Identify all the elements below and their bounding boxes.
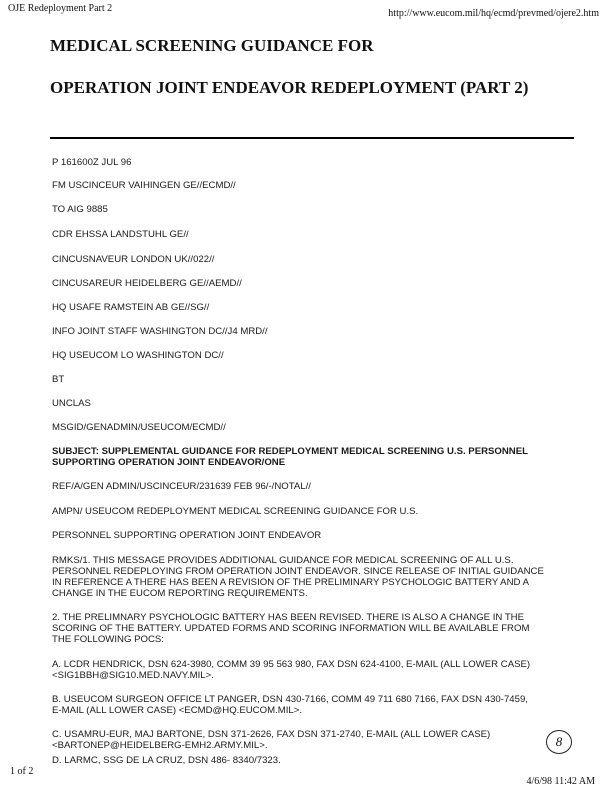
- message-dtg: P 161600Z JUL 96: [52, 157, 132, 168]
- para2-line: 2. THE PRELIMNARY PSYCHOLOGIC BATTERY HAS BEEN REVISED. THERE IS ALSO A CHANGE IN THE: [52, 612, 525, 623]
- addressee-line: CINCUSAREUR HEIDELBERG GE//AEMD//: [52, 278, 242, 289]
- header-title: OJE Redeployment Part 2: [8, 3, 113, 14]
- rmks-line: RMKS/1. THIS MESSAGE PROVIDES ADDITIONAL GUIDANCE FOR MEDICAL SCREENING OF ALL U.S.: [52, 555, 514, 566]
- message-classification: UNCLAS: [52, 398, 91, 409]
- message-info: INFO JOINT STAFF WASHINGTON DC//J4 MRD//: [52, 326, 268, 337]
- info-addressee-line: HQ USEUCOM LO WASHINGTON DC//: [52, 350, 224, 361]
- poc-d-line: D. LARMC, SSG DE LA CRUZ, DSN 486- 8340/7323.: [52, 755, 281, 766]
- poc-b-line: E-MAIL (ALL LOWER CASE) <ECMD@HQ.EUCOM.MIL>.: [52, 705, 302, 716]
- header-url: http://www.eucom.mil/hq/ecmd/prevmed/ojere2.htm: [388, 8, 599, 19]
- message-ampn-line1: AMPN/ USEUCOM REDEPLOYMENT MEDICAL SCREENING GUIDANCE FOR U.S.: [52, 506, 419, 517]
- para2-line: SCORING OF THE BATTERY. UPDATED FORMS AND SCORING INFORMATION WILL BE AVAILABLE FROM: [52, 623, 530, 634]
- para2-line: THE FOLLOWING POCS:: [52, 634, 164, 645]
- page-title-line2: OPERATION JOINT ENDEAVOR REDEPLOYMENT (PART 2): [50, 78, 529, 97]
- title-divider: [50, 137, 574, 139]
- poc-c-line: C. USAMRU-EUR, MAJ BARTONE, DSN 371-2626, FAX DSN 371-2740, E-MAIL (ALL LOWER CASE): [52, 729, 491, 740]
- poc-a-line: <SIG1BBH@SIG10.MED.NAVY.MIL>.: [52, 670, 214, 681]
- rmks-line: PERSONNEL REDEPLOYING FROM OPERATION JOINT ENDEAVOR. SINCE RELEASE OF INITIAL GUIDANCE: [52, 566, 544, 577]
- message-from: FM USCINCEUR VAIHINGEN GE//ECMD//: [52, 180, 236, 191]
- addressee-line: HQ USAFE RAMSTEIN AB GE//SG//: [52, 302, 210, 313]
- message-ref: REF/A/GEN ADMIN/USCINCEUR/231639 FEB 96/-/NOTAL//: [52, 481, 311, 492]
- message-to: TO AIG 9885: [52, 204, 108, 215]
- rmks-line: CHANGE IN THE EUCOM REPORTING REQUIREMENTS.: [52, 588, 308, 599]
- addressee-line: CDR EHSSA LANDSTUHL GE//: [52, 229, 189, 240]
- message-subject-line2: SUPPORTING OPERATION JOINT ENDEAVOR/ONE: [52, 457, 286, 468]
- addressee-line: CINCUSNAVEUR LONDON UK//022//: [52, 254, 215, 265]
- message-subject-line1: SUBJECT: SUPPLEMENTAL GUIDANCE FOR REDEPLOYMENT MEDICAL SCREENING U.S. PERSONNEL: [52, 446, 528, 457]
- rmks-line: IN REFERENCE A THERE HAS BEEN A REVISION OF THE PRELIMINARY PSYCHOLOGIC BATTERY AND A: [52, 577, 529, 588]
- page-title-line1: MEDICAL SCREENING GUIDANCE FOR: [50, 36, 374, 55]
- page-number: 1 of 2: [10, 766, 34, 777]
- message-msgid: MSGID/GENADMIN/USEUCOM/ECMD//: [52, 422, 226, 433]
- message-bt: BT: [52, 374, 65, 385]
- poc-a-line: A. LCDR HENDRICK, DSN 624-3980, COMM 39 95 563 980, FAX DSN 624-4100, E-MAIL (ALL LOWER CASE): [52, 659, 531, 670]
- print-timestamp: 4/6/98 11:42 AM: [526, 776, 595, 787]
- poc-c-line: <BARTONEP@HEIDELBERG-EMH2.ARMY.MIL>.: [52, 740, 268, 751]
- handwritten-page-mark: 8: [546, 730, 572, 754]
- message-ampn-line2: PERSONNEL SUPPORTING OPERATION JOINT ENDEAVOR: [52, 530, 322, 541]
- poc-b-line: B. USEUCOM SURGEON OFFICE LT PANGER, DSN 430-7166, COMM 49 711 680 7166, FAX DSN 430-7459,: [52, 694, 528, 705]
